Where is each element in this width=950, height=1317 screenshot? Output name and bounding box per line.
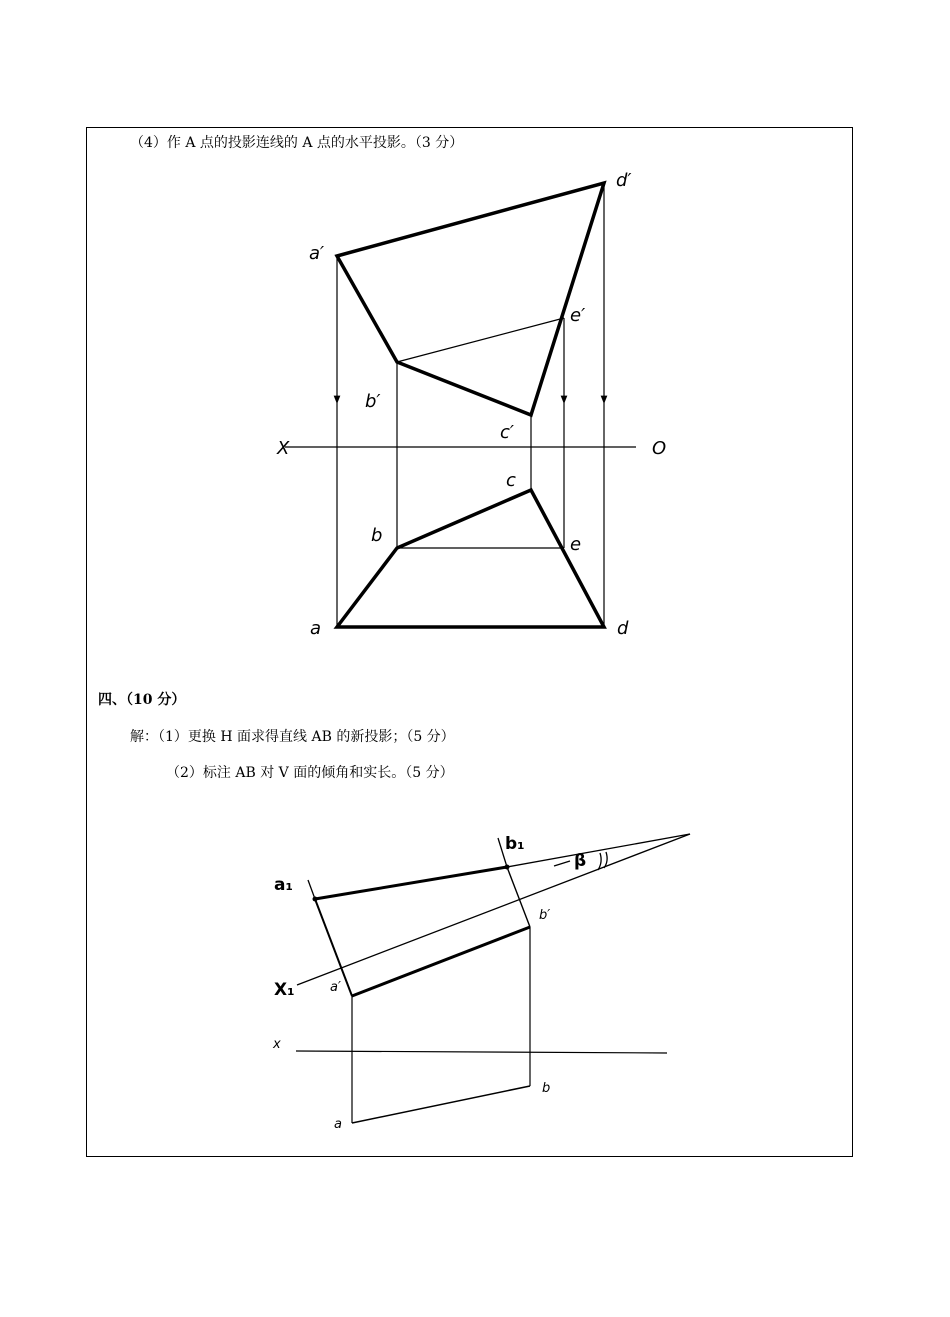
figure2-point-b1 (505, 865, 510, 870)
figure1-label-c-prime: c′ (500, 422, 514, 443)
figure1-axis-x: X (277, 438, 290, 459)
figure2-label-a-prime: a′ (330, 980, 341, 995)
figure2-label-b1: b₁ (505, 834, 525, 854)
figure1-label-e-prime: e′ (570, 305, 586, 326)
figure2-label-a: a (334, 1117, 342, 1132)
figure2-line-a1-b1 (315, 867, 507, 899)
figure2-beta-arrow (554, 861, 570, 866)
figure2-label-b-prime: b′ (539, 908, 551, 923)
figure2-label-a1: a₁ (274, 875, 293, 895)
section4-heading: 四、（10 分） (98, 692, 186, 708)
figure1-label-b: b (371, 525, 383, 546)
figure1-label-d: d (617, 618, 629, 639)
figure1-label-b-prime: b′ (365, 391, 381, 412)
figure1-label-c: c (506, 470, 516, 491)
figure1-axis-o: O (652, 438, 667, 459)
figure2-point-a1 (313, 897, 318, 902)
q3-step4-text: （4）作 A 点的投影连线的 A 点的水平投影。（3 分） (130, 135, 464, 151)
figure1-projection (276, 170, 666, 639)
section4-solution-2: （2）标注 AB 对 V 面的倾角和实长。（5 分） (166, 765, 454, 781)
figure1-label-a: a (310, 618, 322, 639)
figure2-tick-a1 (308, 880, 315, 899)
figure2-auxiliary-projection (272, 834, 690, 1132)
section4-solution-1: 解：（1）更换 H 面求得直线 AB 的新投影；（5 分） (130, 729, 455, 745)
figure2-label-beta: β (574, 851, 587, 871)
figure1-label-d-prime: d′ (616, 170, 632, 191)
figure2-axis-x1-line (297, 834, 690, 985)
figure2-line-a-b-prime (352, 927, 530, 996)
figure2-label-x1: X₁ (274, 980, 295, 1000)
figure2-label-x: x (273, 1037, 281, 1052)
figure1-label-a-prime: a′ (309, 243, 325, 264)
figure1-label-e: e (570, 534, 582, 555)
figure2-label-b: b (542, 1081, 551, 1096)
figure1-line-b-e-prime (397, 318, 564, 362)
figure2-line-ab (352, 1086, 530, 1123)
figure2-angle-arc-1 (598, 853, 601, 870)
figure2-b1-extension-line (507, 834, 690, 867)
